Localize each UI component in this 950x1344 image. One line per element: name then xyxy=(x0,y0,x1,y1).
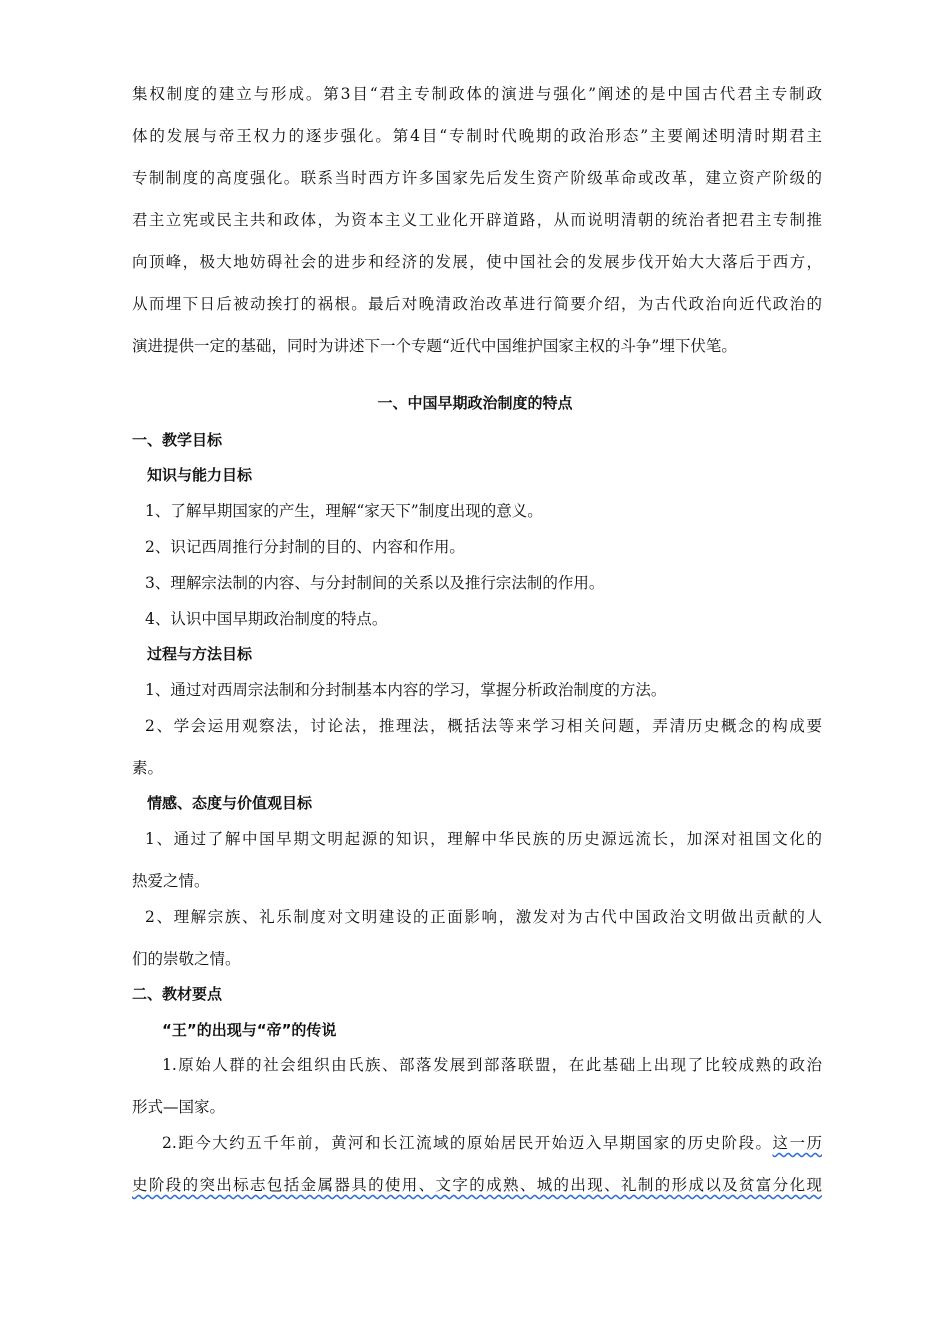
intro-line-3: 专制制度的高度强化。联系当时西方许多国家先后发生资产阶级革命或改革，建立资产阶级的 xyxy=(132,169,822,187)
knowledge-item-2: 2、识记西周推行分封制的目的、内容和作用。 xyxy=(145,538,465,556)
process-item-1: 1、通过对西周宗法制和分封制基本内容的学习，掌握分析政治制度的方法。 xyxy=(145,681,667,699)
knowledge-goals-heading: 知识与能力目标 xyxy=(147,466,253,484)
intro-line-4: 君主立宪或民主共和政体，为资本主义工业化开辟道路，从而说明清朝的统治者把君主专制推 xyxy=(132,211,822,229)
intro-line-7: 演进提供一定的基础，同时为讲述下一个专题“近代中国维护国家主权的斗争”埋下伏笔。 xyxy=(132,337,737,355)
section-title: 一、中国早期政治制度的特点 xyxy=(377,394,573,412)
intro-line-2: 体的发展与帝王权力的逐步强化。第4目“专制时代晚期的政治形态”主要阐述明清时期君主 xyxy=(132,127,822,145)
intro-line-1: 集权制度的建立与形成。第3目“君主专制政体的演进与强化”阐述的是中国古代君主专制政 xyxy=(132,85,822,103)
material-p2-line-1-marked: 这一历 xyxy=(772,1134,822,1152)
knowledge-item-1: 1、了解早期国家的产生，理解“家天下”制度出现的意义。 xyxy=(145,502,543,520)
material-p1-line-1: 1.原始人群的社会组织由氏族、部落发展到部落联盟，在此基础上出现了比较成熟的政治 xyxy=(162,1056,822,1074)
emotion-item-1-line-1: 1、通过了解中国早期文明起源的知识，理解中华民族的历史源远流长，加深对祖国文化的 xyxy=(145,830,822,848)
process-item-2-line-1: 2、学会运用观察法，讨论法，推理法，概括法等来学习相关问题，弄清历史概念的构成要 xyxy=(145,717,822,735)
process-goals-heading: 过程与方法目标 xyxy=(147,645,253,663)
intro-line-5: 向顶峰，极大地妨碍社会的进步和经济的发展，使中国社会的发展步伐开始大大落后于西方， xyxy=(132,253,822,271)
material-heading: 二、教材要点 xyxy=(132,985,223,1003)
material-p2-line-1 xyxy=(162,1133,822,1153)
intro-line-6: 从而埋下日后被动挨打的祸根。最后对晚清政治改革进行简要介绍，为古代政治向近代政治的 xyxy=(132,295,822,313)
material-p2-line-2: 史阶段的突出标志包括金属器具的使用、文字的成熟、城的出现、礼制的形成以及贫富分化现 xyxy=(132,1176,822,1194)
knowledge-item-3: 3、理解宗法制的内容、与分封制间的关系以及推行宗法制的作用。 xyxy=(145,574,605,592)
knowledge-item-4: 4、认识中国早期政治制度的特点。 xyxy=(145,610,388,628)
material-subheading: “王”的出现与“帝”的传说 xyxy=(162,1021,337,1039)
emotion-item-2-line-1: 2、理解宗族、礼乐制度对文明建设的正面影响，激发对为古代中国政治文明做出贡献的人 xyxy=(145,908,822,926)
goals-heading: 一、教学目标 xyxy=(132,431,223,449)
emotion-goals-heading: 情感、态度与价值观目标 xyxy=(147,794,313,812)
material-p2-line-1-text: 2.距今大约五千年前，黄河和长江流域的原始居民开始迈入早期国家的历史阶段。 xyxy=(162,1134,773,1152)
process-item-2-line-2: 素。 xyxy=(132,759,164,777)
emotion-item-1-line-2: 热爱之情。 xyxy=(132,872,210,890)
emotion-item-2-line-2: 们的崇敬之情。 xyxy=(132,950,241,968)
material-p1-line-2: 形式—国家。 xyxy=(132,1098,226,1116)
